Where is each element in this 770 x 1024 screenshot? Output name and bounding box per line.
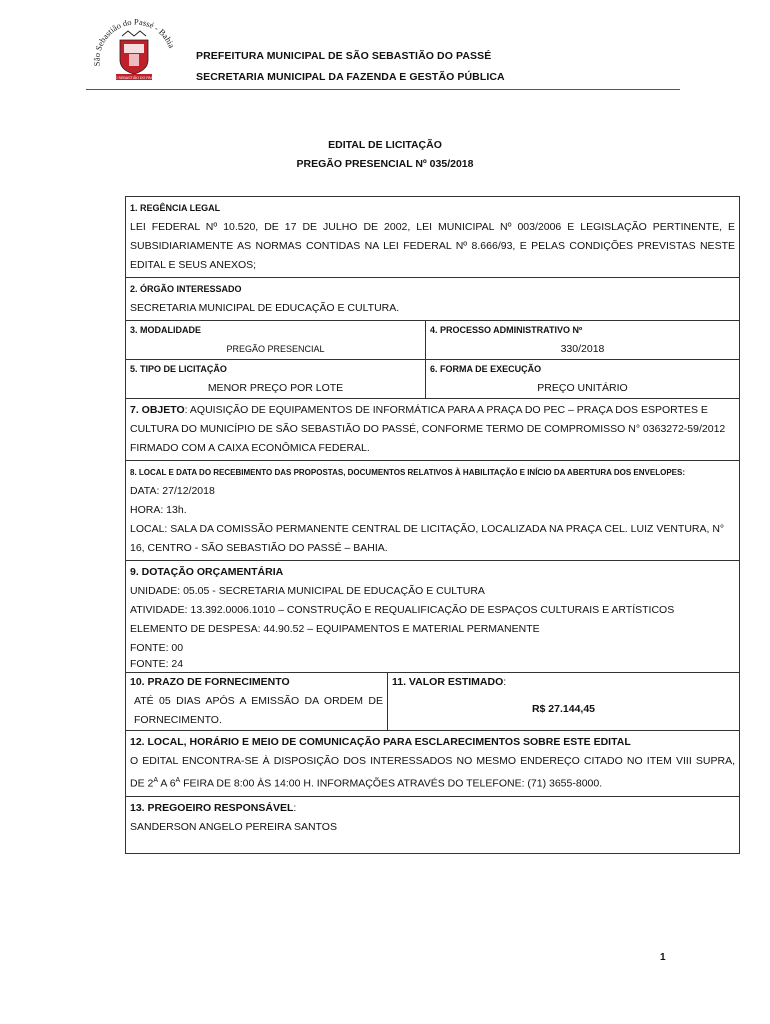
header-prefeitura: PREFEITURA MUNICIPAL DE SÃO SEBASTIÃO DO PASSÉ <box>196 50 492 62</box>
seal-ribbon-text: SÃO SEBASTIÃO DO PASSÉ <box>109 76 159 80</box>
tipo-value: MENOR PREÇO POR LOTE <box>207 382 344 394</box>
section-local <box>126 460 739 560</box>
modalidade-label: 3. MODALIDADE <box>130 325 202 335</box>
dotacao-fonte-1: FONTE: 00 <box>130 642 184 654</box>
dotacao-atividade: ATIVIDADE: 13.392.0006.1010 – CONSTRUÇÃO E REQUALIFICAÇÃO DE ESPAÇOS CULTURAIS E ARTÍSTICOS <box>130 604 675 616</box>
dotacao-elemento: ELEMENTO DE DESPESA: 44.90.52 – EQUIPAMENTOS E MATERIAL PERMANENTE <box>130 623 540 635</box>
section-esclarecimentos <box>126 730 739 796</box>
valor-value: R$ 27.144,45 <box>531 703 596 715</box>
esclarec-label: 12. LOCAL, HORÁRIO E MEIO DE COMUNICAÇÃO PARA ESCLARECIMENTOS SOBRE ESTE EDITAL <box>130 736 631 748</box>
esclarec-sup-1: A <box>153 777 159 784</box>
pregoeiro-colon: : <box>293 801 297 814</box>
esclarec-text <box>130 752 735 794</box>
esclarec-text-b: A 6 <box>158 777 176 790</box>
objeto-label: 7. OBJETO <box>130 404 185 416</box>
tipo-label: 5. TIPO DE LICITAÇÃO <box>130 364 227 374</box>
esclarec-text-a: O EDITAL ENCONTRA-SE À DISPOSIÇÃO DOS INTERESSADOS NO MESMO ENDEREÇO CITADO NO ITEM VIII SUPRA, DE 2 <box>130 755 735 790</box>
cell-processo <box>426 321 739 359</box>
section-regencia <box>126 197 739 277</box>
section-orgao <box>126 277 739 320</box>
local-label: 8. LOCAL E DATA DO RECEBIMENTO DAS PROPOSTAS, DOCUMENTOS RELATIVOS À HABILITAÇÃO E INÍCIO DA ABERTURA DOS ENVELOPES: <box>130 468 685 477</box>
esclarec-sup-2: A <box>175 777 181 784</box>
modalidade-value: PREGÃO PRESENCIAL <box>226 344 325 354</box>
regencia-text: LEI FEDERAL Nº 10.520, DE 17 DE JULHO DE 2002, LEI MUNICIPAL Nº 003/2006 E LEGISLAÇÃO PERTINENTE, E SUBSIDIARIAMENTE AS NORMAS CONTIDAS NA LEI FEDERAL Nº 8.666/93, E PELAS CONDIÇÕES PREVISTAS NESTE EDITAL E SEUS ANEXOS; <box>130 221 735 271</box>
objeto-text: : AQUISIÇÃO DE EQUIPAMENTOS DE INFORMÁTICA PARA A PRAÇA DO PEC – PRAÇA DOS ESPORTES E CULTURA DO MUNICÍPIO DE SÃO SEBASTIÃO DO PASSÉ, CONFORME TERMO DE COMPROMISSO N° 0363272-59/2012 FIRMADO COM A CAIXA ECONÔMICA FEDERAL. <box>130 404 726 454</box>
row-prazo-valor <box>126 672 739 730</box>
cell-modalidade <box>126 321 426 359</box>
municipal-seal-logo <box>86 14 182 86</box>
cell-prazo <box>126 673 388 730</box>
processo-value: 330/2018 <box>560 343 605 355</box>
header-text <box>196 46 505 88</box>
dotacao-fonte-2: FONTE: 24 <box>130 658 184 670</box>
processo-label: 4. PROCESSO ADMINISTRATIVO Nº <box>430 325 583 335</box>
row-modalidade-processo <box>126 320 739 359</box>
header-secretaria: SECRETARIA MUNICIPAL DA FAZENDA E GESTÃO PÚBLICA <box>196 71 505 83</box>
local-text: LOCAL: SALA DA COMISSÃO PERMANENTE CENTRAL DE LICITAÇÃO, LOCALIZADA NA PRAÇA CEL. LUIZ VENTURA, N° 16, CENTRO - SÃO SEBASTIÃO DO PASSÉ – BAHIA. <box>130 523 725 554</box>
forma-label: 6. FORMA DE EXECUÇÃO <box>430 364 542 374</box>
section-pregoeiro <box>126 796 739 853</box>
row-tipo-forma <box>126 359 739 398</box>
document-subtitle: PREGÃO PRESENCIAL Nº 035/2018 <box>296 158 474 170</box>
pregoeiro-name: SANDERSON ANGELO PEREIRA SANTOS <box>130 820 337 833</box>
edital-table <box>125 196 740 854</box>
valor-colon: : <box>503 676 507 688</box>
orgao-label: 2. ÓRGÃO INTERESSADO <box>130 284 242 294</box>
document-title: EDITAL DE LICITAÇÃO <box>328 139 442 151</box>
regencia-label: 1. REGÊNCIA LEGAL <box>130 203 221 213</box>
orgao-text: SECRETARIA MUNICIPAL DE EDUCAÇÃO E CULTURA. <box>130 302 400 314</box>
local-data: DATA: 27/12/2018 <box>130 485 215 497</box>
section-dotacao <box>126 560 739 672</box>
forma-value: PREÇO UNITÁRIO <box>537 382 628 394</box>
header-divider <box>86 89 680 90</box>
prazo-label: 10. PRAZO DE FORNECIMENTO <box>130 676 290 688</box>
page-number: 1 <box>660 952 666 963</box>
dotacao-unidade: UNIDADE: 05.05 - SECRETARIA MUNICIPAL DE EDUCAÇÃO E CULTURA <box>130 585 485 597</box>
dotacao-label: 9. DOTAÇÃO ORÇAMENTÁRIA <box>130 566 284 578</box>
section-objeto <box>126 398 739 460</box>
prazo-text: ATÉ 05 DIAS APÓS A EMISSÃO DA ORDEM DE FORNECIMENTO. <box>134 695 383 726</box>
cell-tipo <box>126 360 426 398</box>
esclarec-text-c: FEIRA DE 8:00 ÀS 14:00 H. INFORMAÇÕES ATRAVÉS DO TELEFONE: (71) 3655-8000. <box>180 777 603 790</box>
local-hora: HORA: 13h. <box>130 504 187 516</box>
cell-valor <box>388 673 739 730</box>
cell-forma <box>426 360 739 398</box>
pregoeiro-label: 13. PREGOEIRO RESPONSÁVEL <box>130 801 294 814</box>
seal-text: São Sebastião do Passé - Bahia <box>91 16 178 67</box>
valor-label: 11. VALOR ESTIMADO <box>392 676 504 688</box>
